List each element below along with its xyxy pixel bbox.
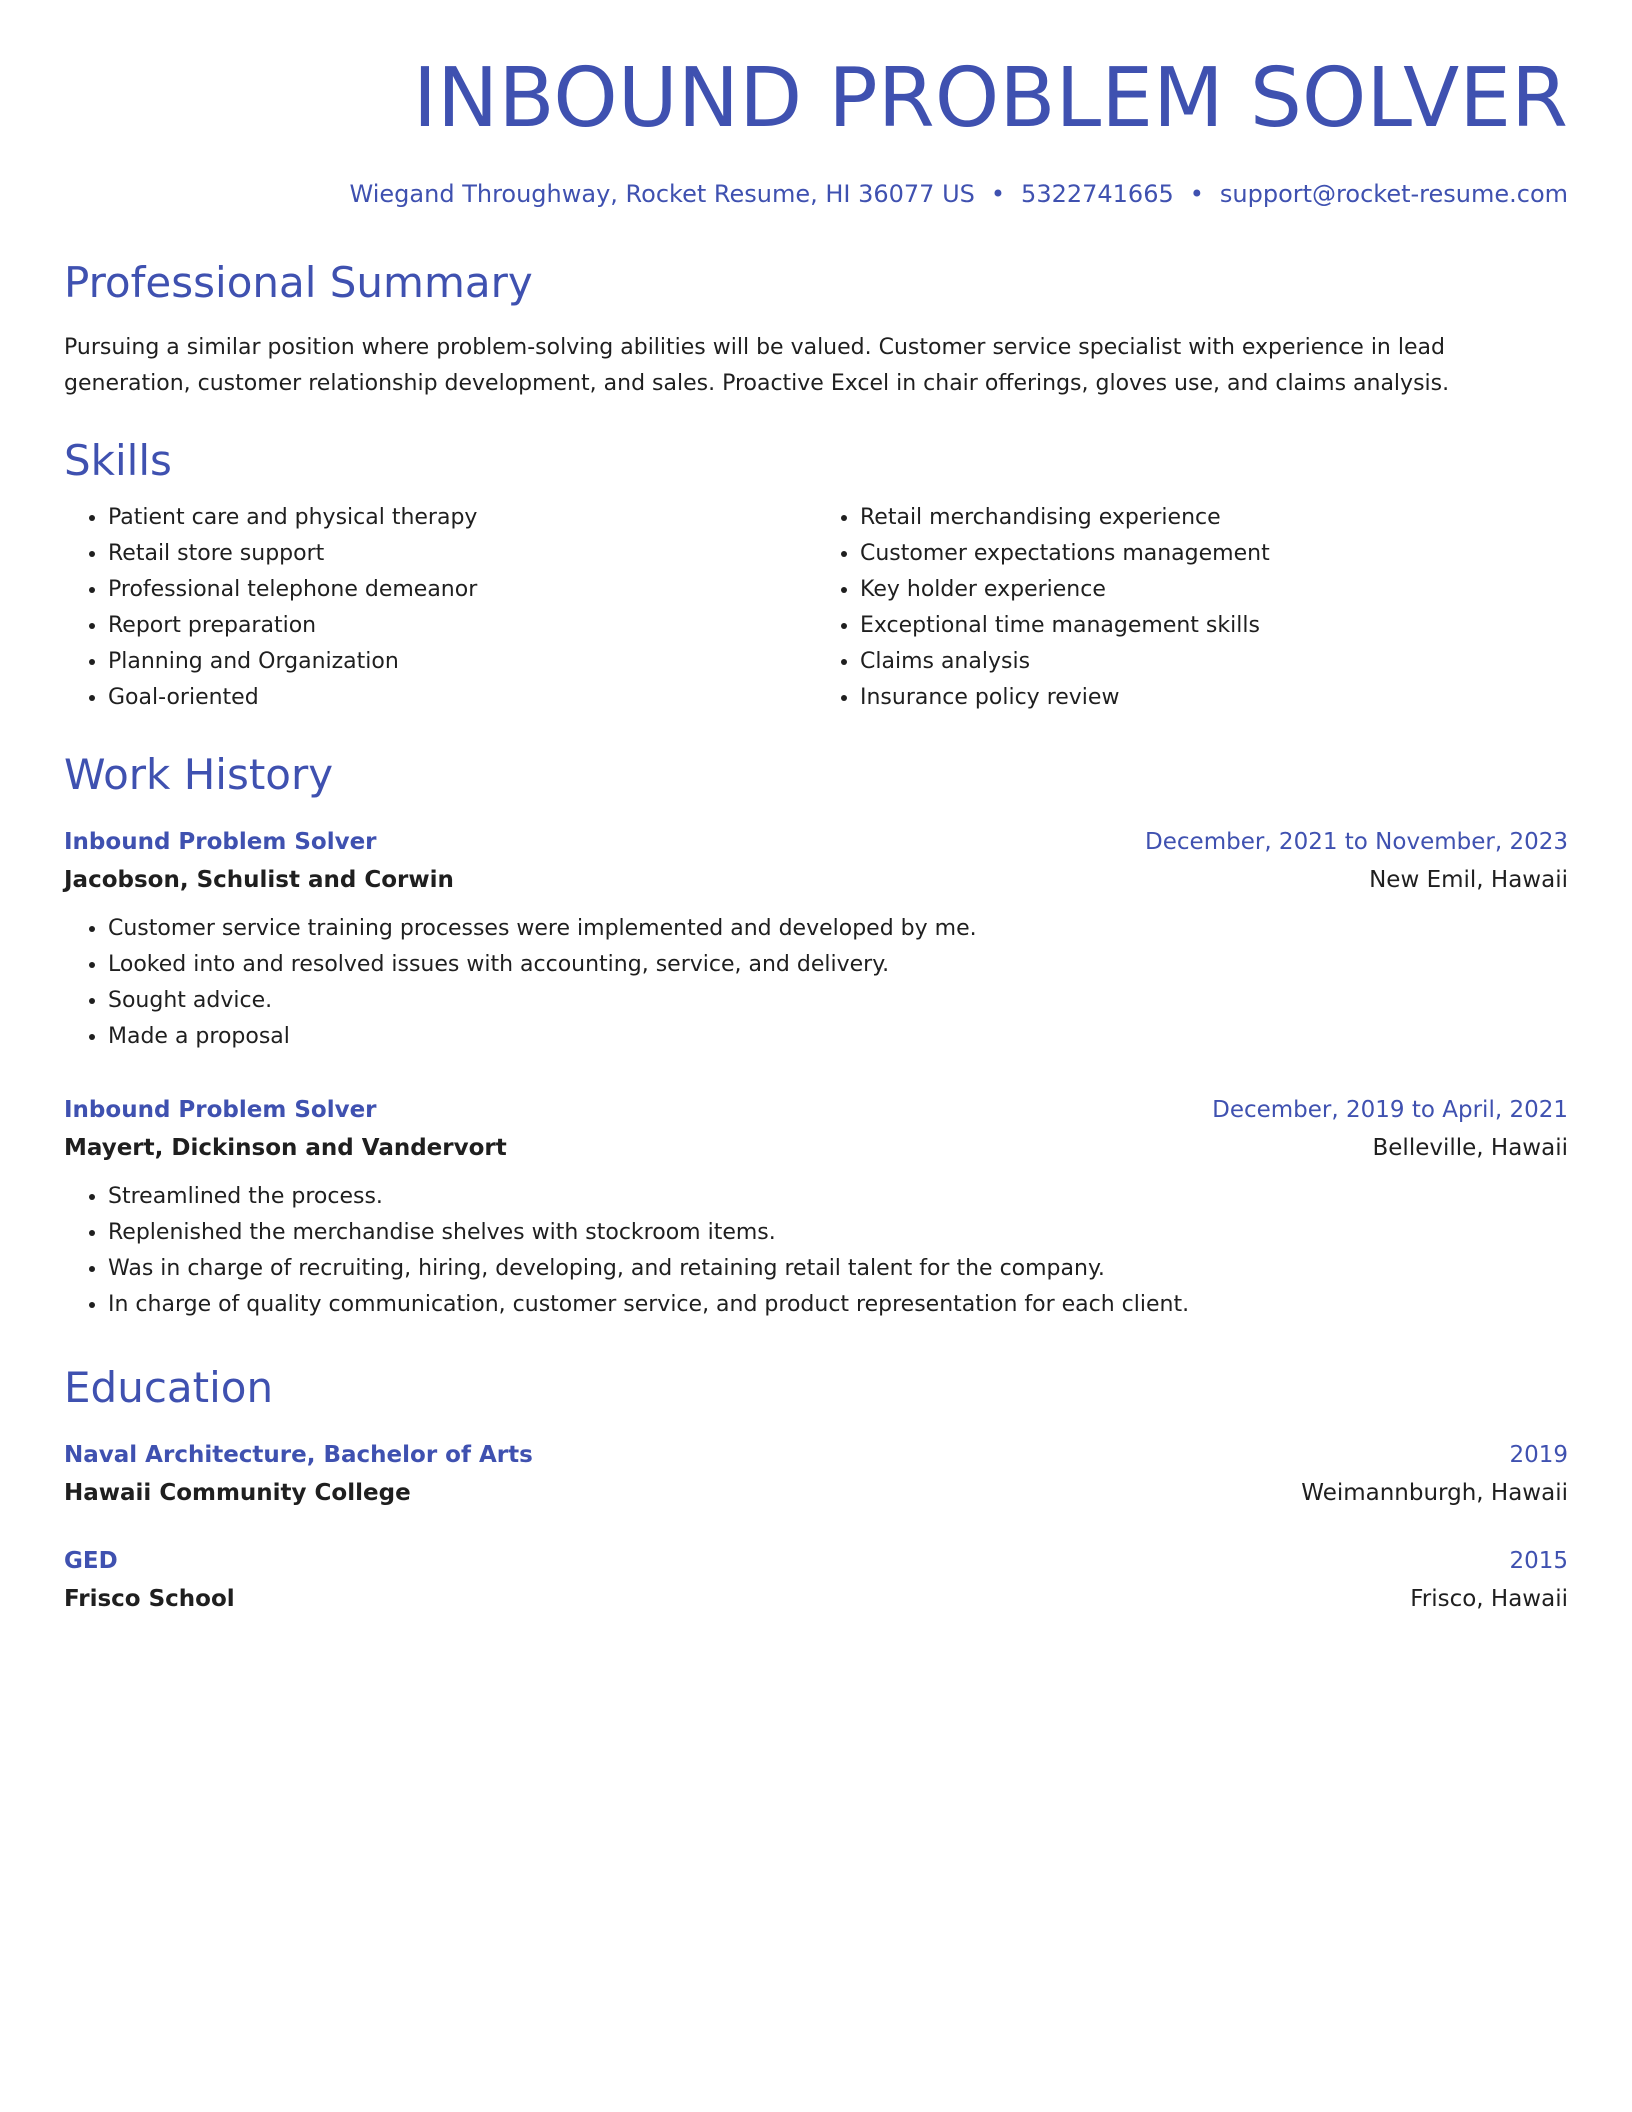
education-school: Hawaii Community College — [64, 1479, 411, 1506]
job-bullet: • Made a proposal — [108, 1019, 1568, 1055]
skill-item: • Goal-oriented — [108, 680, 816, 716]
skill-item: • Report preparation — [108, 608, 816, 644]
skill-item: • Patient care and physical therapy — [108, 500, 816, 536]
education-heading: Education — [64, 1362, 274, 1412]
skill-item: • Claims analysis — [860, 644, 1568, 680]
resume-header — [64, 51, 1568, 209]
education-year: 2019 — [1509, 1441, 1568, 1468]
job-title: Inbound Problem Solver — [64, 1096, 377, 1123]
work-history-heading: Work History — [64, 749, 334, 799]
education-location: Weimannburgh, Hawaii — [1301, 1479, 1568, 1506]
job-dates: December, 2021 to November, 2023 — [1145, 828, 1568, 855]
skills-list — [64, 500, 1568, 716]
skills-column-left — [64, 500, 816, 716]
education-entry — [64, 1542, 1568, 1618]
candidate-name: INBOUND PROBLEM SOLVER — [412, 51, 1568, 146]
job-company: Jacobson, Schulist and Corwin — [64, 866, 454, 893]
education-year: 2015 — [1509, 1547, 1568, 1574]
education-location: Frisco, Hawaii — [1410, 1585, 1568, 1612]
job-bullets — [64, 1179, 1568, 1323]
skill-item: • Professional telephone demeanor — [108, 572, 816, 608]
skill-item: • Exceptional time management skills — [860, 608, 1568, 644]
skill-item: • Key holder experience — [860, 572, 1568, 608]
job-entry — [64, 1091, 1568, 1323]
skill-item: • Retail store support — [108, 536, 816, 572]
job-bullet: • Streamlined the process. — [108, 1179, 1568, 1215]
contact-phone[interactable]: 5322741665 — [1021, 180, 1174, 208]
job-entry — [64, 823, 1568, 1055]
job-bullet: • Customer service training processes were implemented and developed by me. — [108, 911, 1568, 947]
job-company-row — [64, 861, 1568, 899]
job-bullet: • Was in charge of recruiting, hiring, developing, and retaining retail talent for the company. — [108, 1251, 1568, 1287]
job-bullet: • In charge of quality communication, customer service, and product representation for each client. — [108, 1287, 1568, 1323]
job-bullet: • Looked into and resolved issues with accounting, service, and delivery. — [108, 947, 1568, 983]
contact-email[interactable]: support@rocket-resume.com — [1219, 180, 1568, 208]
education-degree: GED — [64, 1547, 118, 1574]
education-header-row — [64, 1542, 1568, 1580]
job-bullets — [64, 911, 1568, 1055]
job-company-row — [64, 1129, 1568, 1167]
education-header-row — [64, 1436, 1568, 1474]
skill-item: • Insurance policy review — [860, 680, 1568, 716]
education-school-row — [64, 1580, 1568, 1618]
education-degree: Naval Architecture, Bachelor of Arts — [64, 1441, 533, 1468]
job-header-row — [64, 823, 1568, 861]
job-title: Inbound Problem Solver — [64, 828, 377, 855]
skill-item: • Planning and Organization — [108, 644, 816, 680]
summary-heading: Professional Summary — [64, 257, 533, 307]
skills-heading: Skills — [64, 435, 172, 485]
education-entry — [64, 1436, 1568, 1512]
skills-column-right — [816, 500, 1568, 716]
skill-item: • Customer expectations management — [860, 536, 1568, 572]
summary-text: Pursuing a similar position where problem-solving abilities will be valued. Customer service specialist with experience in lead generation, customer relationship development, and sales. Proactive Excel in chair offerings, gloves use, and claims analysis. — [64, 334, 1450, 396]
skill-item: • Retail merchandising experience — [860, 500, 1568, 536]
education-school-row — [64, 1474, 1568, 1512]
contact-line — [64, 180, 1568, 209]
job-location: New Emil, Hawaii — [1369, 866, 1568, 893]
job-bullet: • Sought advice. — [108, 983, 1568, 1019]
job-location: Belleville, Hawaii — [1372, 1134, 1568, 1161]
job-dates: December, 2019 to April, 2021 — [1212, 1096, 1568, 1123]
job-company: Mayert, Dickinson and Vandervort — [64, 1134, 507, 1161]
contact-address: Wiegand Throughway, Rocket Resume, HI 36077 US — [349, 180, 975, 208]
job-bullet: • Replenished the merchandise shelves with stockroom items. — [108, 1215, 1568, 1251]
education-school: Frisco School — [64, 1585, 235, 1612]
contact-separator: • — [990, 180, 1006, 208]
job-header-row — [64, 1091, 1568, 1129]
contact-separator: • — [1189, 180, 1204, 208]
